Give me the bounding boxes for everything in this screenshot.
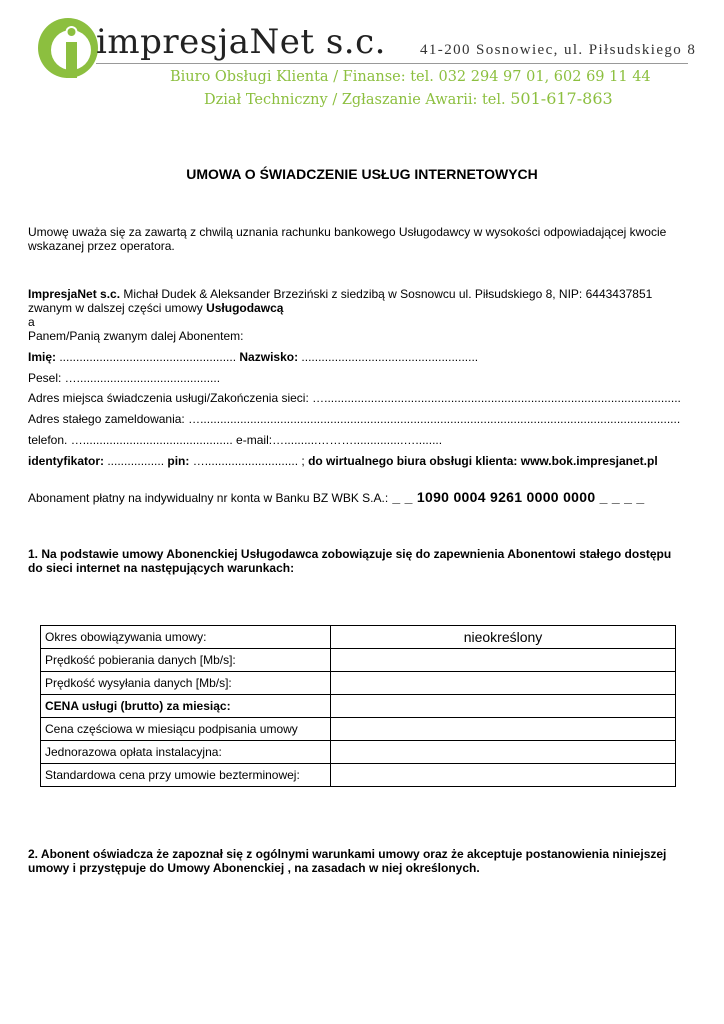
identifier-field[interactable]: ................. xyxy=(104,454,168,468)
conjunction: a xyxy=(28,315,35,329)
surname-field[interactable]: ..................................................... xyxy=(298,350,479,364)
customer-portal-link[interactable]: do wirtualnego biura obsługi klienta: www.bok.impresjanet.pl xyxy=(308,454,658,468)
credentials-line xyxy=(28,454,696,468)
identifier-label: identyfikator: xyxy=(28,454,105,468)
technical-support-phone: 501-617-863 xyxy=(510,89,613,108)
upload-speed-label: Prędkość wysyłania danych [Mb/s]: xyxy=(41,672,331,695)
installation-fee-value[interactable] xyxy=(331,741,676,764)
customer-service-phones: 032 294 97 01, 602 69 11 44 xyxy=(438,69,651,85)
provider-role: Usługodawcą xyxy=(206,301,284,315)
monthly-price-value[interactable] xyxy=(331,695,676,718)
technical-support-label: Dział Techniczny / Zgłaszanie Awarii: tel. xyxy=(204,92,511,108)
company-logo-icon xyxy=(36,14,102,80)
service-address-field[interactable]: Adres miejsca świadczenia usługi/Zakończenia sieci: …........................................................................................................... xyxy=(28,391,681,405)
monthly-price-label: CENA usługi (brutto) za miesiąc: xyxy=(41,695,331,718)
section-1-line-2: do sieci internet na następujących warunkach: xyxy=(28,561,295,575)
provider-role-prefix: zwanym w dalszej części umowy xyxy=(28,301,207,315)
name-fields-line xyxy=(28,350,696,364)
table-row xyxy=(41,672,676,695)
intro-paragraph-line-2: wskazanej przez operatora. xyxy=(28,239,175,253)
intro-paragraph-line-1: Umowę uważa się za zawartą z chwilą uznania rachunku bankowego Usługodawcy w wysokości odpowiadającej kwocie xyxy=(28,225,667,239)
subscriber-intro: Panem/Panią zwanym dalej Abonentem: xyxy=(28,329,244,343)
bank-account-line xyxy=(28,490,696,505)
pin-field[interactable]: …............................ ; xyxy=(189,454,309,468)
table-row xyxy=(41,649,676,672)
brand-name: impresjaNet s.c. xyxy=(96,22,386,62)
customer-service-label: Biuro Obsługi Klienta / Finanse: tel. xyxy=(170,69,439,85)
standard-price-label: Standardowa cena przy umowie bezterminowej: xyxy=(41,764,331,787)
surname-label: Nazwisko: xyxy=(239,350,299,364)
technical-support-contact xyxy=(204,89,613,108)
table-row xyxy=(41,764,676,787)
provider-role-line xyxy=(28,301,696,315)
pesel-field[interactable]: Pesel: …........................................... xyxy=(28,371,221,385)
contract-period-label: Okres obowiązywania umowy: xyxy=(41,626,331,649)
section-2-line-1: 2. Abonent oświadcza że zapoznał się z ogólnymi warunkami umowy oraz że akceptuje postanowienia niniejszej xyxy=(28,847,667,861)
provider-company-details: Michał Dudek & Aleksander Brzeziński z siedzibą w Sosnowcu ul. Piłsudskiego 8, NIP: 6443437851 xyxy=(120,287,653,301)
upload-speed-value[interactable] xyxy=(331,672,676,695)
phone-email-field[interactable]: telefon. …............................................. e-mail:…..........………...............…........ xyxy=(28,433,443,447)
pin-label: pin: xyxy=(167,454,190,468)
document-title: UMOWA O ŚWIADCZENIE USŁUG INTERNETOWYCH xyxy=(186,166,538,182)
provider-details xyxy=(28,287,696,301)
table-row xyxy=(41,695,676,718)
partial-price-value[interactable] xyxy=(331,718,676,741)
download-speed-label: Prędkość pobierania danych [Mb/s]: xyxy=(41,649,331,672)
download-speed-value[interactable] xyxy=(331,649,676,672)
section-1-line-1: 1. Na podstawie umowy Abonenckiej Usługodawca zobowiązuje się do zapewnienia Abonentowi stałego dostępu xyxy=(28,547,672,561)
registered-address-field[interactable]: Adres stałego zameldowania: …................................................................................................................................................ xyxy=(28,412,681,426)
installation-fee-label: Jednorazowa opłata instalacyjna: xyxy=(41,741,331,764)
company-address: 41-200 Sosnowiec, ul. Piłsudskiego 8 xyxy=(420,42,697,58)
letterhead xyxy=(0,0,724,120)
first-name-label: Imię: xyxy=(28,350,57,364)
service-terms-table xyxy=(40,625,676,787)
bank-account-number: _ _ 1090 0004 9261 0000 0000 _ _ _ _ xyxy=(388,489,645,505)
customer-service-contact xyxy=(170,69,651,85)
bank-account-label: Abonament płatny na indywidualny nr konta w Banku BZ WBK S.A.: xyxy=(28,491,389,505)
first-name-field[interactable]: ..................................................... xyxy=(56,350,240,364)
header-divider xyxy=(96,63,688,64)
contract-period-value[interactable]: nieokreślony xyxy=(331,626,676,649)
table-row xyxy=(41,626,676,649)
standard-price-value[interactable] xyxy=(331,764,676,787)
table-row xyxy=(41,718,676,741)
provider-company-name: ImpresjaNet s.c. xyxy=(28,287,121,301)
partial-price-label: Cena częściowa w miesiącu podpisania umowy xyxy=(41,718,331,741)
table-row xyxy=(41,741,676,764)
section-2-line-2: umowy i przystępuje do Umowy Abonenckiej , na zasadach w niej określonych. xyxy=(28,861,480,875)
